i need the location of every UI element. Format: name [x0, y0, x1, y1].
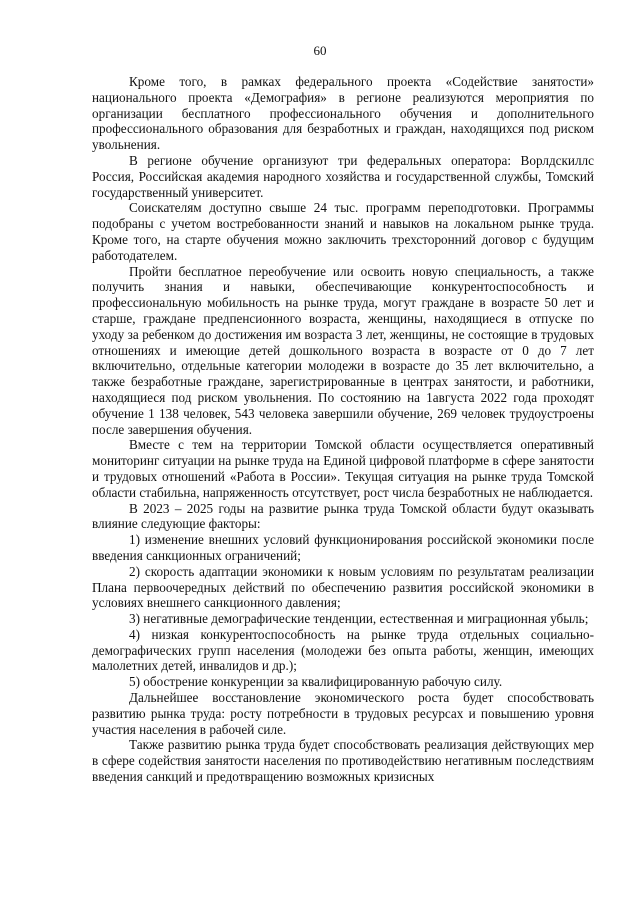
list-item-factor-2: 2) скорость адаптации экономики к новым условиям по результатам реализации Плана первоочередных действий по обеспечению развития российской экономики в условиях внешнего санкционного давления; — [92, 563, 594, 611]
list-item-factor-1: 1) изменение внешних условий функционирования российской экономики после введения санкционных ограничений; — [92, 532, 594, 563]
body-text — [92, 74, 594, 785]
list-item-factor-5: 5) обострение конкуренции за квалифицированную рабочую силу. — [129, 674, 503, 690]
paragraph-employment-measures: Также развитию рынка труда будет способствовать реализация действующих мер в сфере содействия занятости населения по противодействию негативным последствиям введения санкций и предотвращению возможных кризисных — [92, 737, 594, 785]
paragraph-labor-monitoring: Вместе с тем на территории Томской области осуществляется оперативный мониторинг ситуации на рынке труда на Единой цифровой платформе в сфере занятости и трудовых отношений «Работа в России». Текущая ситуация на рынке труда Томской области стабильна, напряженность отсутствует, рост числа безработных не наблюдается. — [92, 437, 594, 500]
paragraph-retraining-programs: Соискателям доступно свыше 24 тыс. программ переподготовки. Программы подобраны с учетом востребованности знаний и навыков на локальном рынке труда. Кроме того, на старте обучения можно заключить трехсторонний договор с будущим работодателем. — [92, 200, 594, 263]
paragraph-eligible-citizens: Пройти бесплатное переобучение или освоить новую специальность, а также получить знания и навыки, обеспечивающие конкурентоспособность и профессиональную мобильность на рынке труда, могут граждане в возрасте 50 лет и старше, граждане предпенсионного возраста, женщины, находящиеся в отпуске по уходу за ребенком до достижения им возраста 3 лет, женщины, не состоящие в трудовых отношениях и имеющие детей дошкольного возраста в возрасте от 0 до 7 лет включительно, отдельные категории молодежи в возрасте до 35 лет включительно, а также безработные граждане, зарегистрированные в центрах занятости, и работники, находящиеся под риском увольнения. По состоянию на 1августа 2022 года проходят обучение 1 138 человек, 543 человека завершили обучение, 269 человек трудоустроены после завершения обучения. — [92, 263, 594, 437]
paragraph-economic-growth: Дальнейшее восстановление экономического роста будет способствовать развитию рынка труда: росту потребности в трудовых ресурсах и повышению уровня участия населения в рабочей силе. — [92, 690, 594, 737]
list-item-factor-4: 4) низкая конкурентоспособность на рынке труда отдельных социально-демографических групп населения (молодежи без опыта работы, женщин, имеющих малолетних детей, инвалидов и др.); — [92, 626, 594, 674]
paragraph-federal-project: Кроме того, в рамках федерального проекта «Содействие занятости» национального проекта «Демография» в регионе реализуются мероприятия по организации бесплатного профессионального обучения и дополнительного профессионального образования для безработных и граждан, находящихся под риском увольнения. — [92, 74, 594, 153]
paragraph-factors-intro: В 2023 – 2025 годы на развитие рынка труда Томской области будут оказывать влияние следующие факторы: — [92, 500, 594, 532]
paragraph-federal-operators: В регионе обучение организуют три федеральных оператора: Ворлдскиллс Россия, Российская академия народного хозяйства и государственной службы, Томский государственный университет. — [92, 152, 594, 200]
page-number: 60 — [313, 43, 327, 58]
list-item-factor-3: 3) негативные демографические тенденции, естественная и миграционная убыль; — [129, 611, 589, 627]
